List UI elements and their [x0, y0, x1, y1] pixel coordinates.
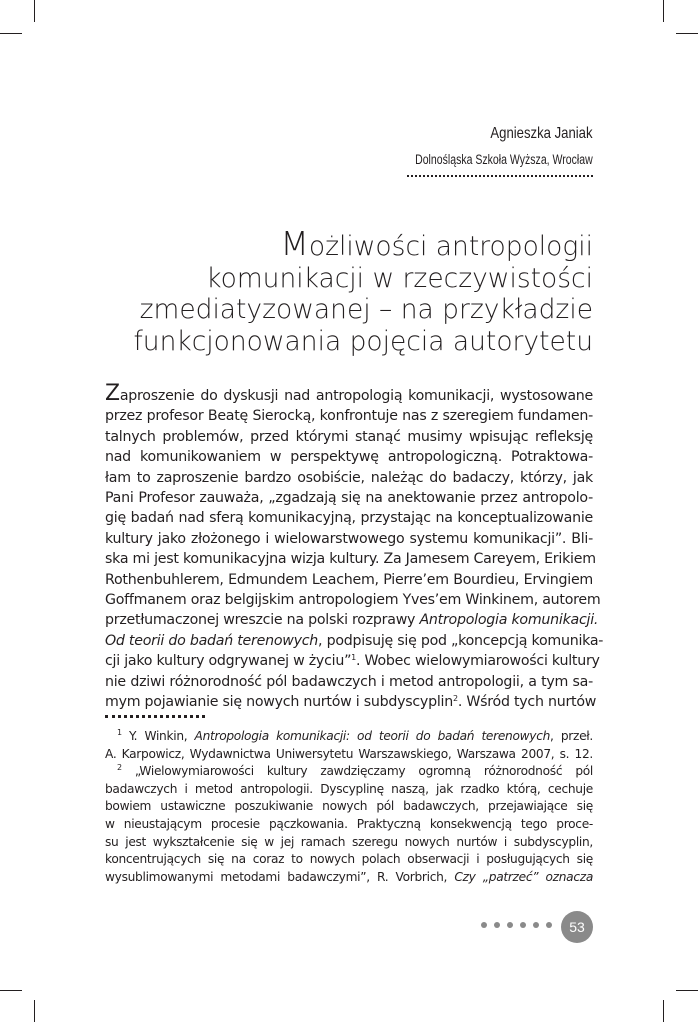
- body-line: cji jako kultury odgrywanej w życiu”$^1$. Wobec wielowymiarowości kultury: [105, 653, 600, 670]
- dot: [507, 922, 513, 928]
- body-line: nie dziwi różnorodność pól badawczych i metod antropologii, a tym sa-: [105, 673, 593, 690]
- body-line: ska mi jest komunikacyjna wizja kultury. Za Jamesem Careyem, Erikiem: [105, 551, 596, 568]
- footnotes: [105, 728, 593, 886]
- crop-mark: [0, 990, 22, 991]
- footnote-mark: 2: [117, 763, 122, 773]
- crop-mark: [676, 990, 698, 991]
- folio-dots: [481, 922, 552, 928]
- body-line: Rothenbuhlerem, Edmundem Leachem, Pierre’em Bourdieu, Ervingiem: [105, 571, 593, 588]
- body-line: łam to zaproszenie bardzo osobiście, należąc do badaczy, którzy, jak: [105, 469, 593, 486]
- footnote-separator: [105, 715, 205, 718]
- dot: [546, 922, 552, 928]
- footnote-line: A. Karpowicz, Wydawnictwa Uniwersytetu Warszawskiego, Warszawa 2007, s. 12.: [105, 746, 593, 761]
- crop-mark: [34, 0, 35, 22]
- body-text: [105, 381, 604, 713]
- body-line: nad komunikowaniem w perspektywę antropologiczną. Potraktowa-: [105, 449, 593, 466]
- dot: [494, 922, 500, 928]
- footnote-ref[interactable]: 1: [351, 653, 357, 663]
- footnote-line: su jest wykształcenie się w jej ramach szeregu nowych nurtów i subdyscyplin,: [105, 834, 593, 849]
- body-line: przetłumaczonej wreszcie na polski rozprawy Antropologia komunikacji.: [105, 612, 599, 629]
- crop-mark: [663, 1000, 664, 1022]
- crop-mark: [34, 1000, 35, 1022]
- dot: [481, 922, 487, 928]
- crop-mark: [663, 0, 664, 22]
- crop-mark: [0, 33, 22, 34]
- crop-mark: [676, 33, 698, 34]
- dot: [533, 922, 539, 928]
- dot: [520, 922, 526, 928]
- footnote-line: $^1$ Y. Winkin, Antropologia komunikacji: od teorii do badań terenowych, przeł.: [117, 728, 594, 743]
- body-line: Pani Profesor zauważa, „zgadzają się na anektowanie przez antropolo-: [105, 490, 593, 507]
- body-line: Goffmanem oraz belgijskim antropologiem Yves’em Winkinem, autorem: [105, 592, 601, 609]
- italic-title: Antropologia komunikacji.: [419, 612, 599, 629]
- title-initial: M: [280, 224, 309, 263]
- footnote-line: $^2$ „Wielowymiarowości kultury zawdzięczamy ogromną różnorodność pól: [117, 763, 593, 779]
- footnote-line: bowiem ustawiczne poszukiwanie nowych pól badawczych, przejawiające się: [105, 799, 593, 814]
- title-line: komunikacji w rzeczywistości: [206, 262, 593, 294]
- footnote-ref[interactable]: 2: [452, 694, 458, 704]
- italic-title: Od teorii do badań terenowych: [105, 632, 319, 649]
- title-line: funkcjonowania pojęcia autorytetu: [133, 325, 593, 357]
- drop-initial: Z: [105, 381, 120, 406]
- body-line: Od teorii do badań terenowych, podpisuję się pod „koncepcją komunika-: [105, 632, 604, 649]
- body-line: Zaproszenie do dyskusji nad antropologią komunikacji, wystosowane: [105, 381, 593, 406]
- footnote-line: koncentrujących się na coraz to nowych polach obserwacji i posługujących się: [105, 852, 593, 867]
- body-line: kultury jako złożonego i wielowarstwowego systemu komunikacji”. Bli-: [105, 530, 593, 547]
- header-dotted-rule: [407, 175, 593, 177]
- author-affiliation: Dolnośląska Szkoła Wyższa, Wrocław: [415, 152, 593, 167]
- body-line: gię badań nad sferą komunikacyjną, przystając na konceptualizowanie: [105, 510, 593, 527]
- title-line: Możliwości antropologii: [280, 224, 593, 263]
- footnote-mark: 1: [117, 728, 122, 737]
- body-line: mym pojawianie się nowych nurtów i subdyscyplin$^2$. Wśród tych nurtów: [105, 694, 597, 711]
- page-number: 53: [561, 911, 593, 943]
- article-title: [73, 224, 593, 357]
- footnote-line: badawczych i metod antropologii. Dyscyplinę naszą, jak rzadko którą, cechuje: [105, 781, 593, 796]
- title-line: zmediatyzowanej – na przykładzie: [139, 294, 593, 325]
- author-name: Agnieszka Janiak: [490, 125, 593, 142]
- footnote-line: wysublimowanymi metodami badawczymi”, R. Vorbrich, Czy „patrzeć” oznacza: [105, 869, 593, 884]
- body-line: przez profesor Beatę Sierocką, konfrontuje nas z szeregiem fundamen-: [105, 408, 593, 425]
- footnote-line: w nieustającym procesie pączkowania. Praktyczną konsekwencją tego proce-: [105, 816, 593, 831]
- body-line: talnych problemów, przed którymi stanąć musimy wpisując refleksję: [105, 428, 593, 445]
